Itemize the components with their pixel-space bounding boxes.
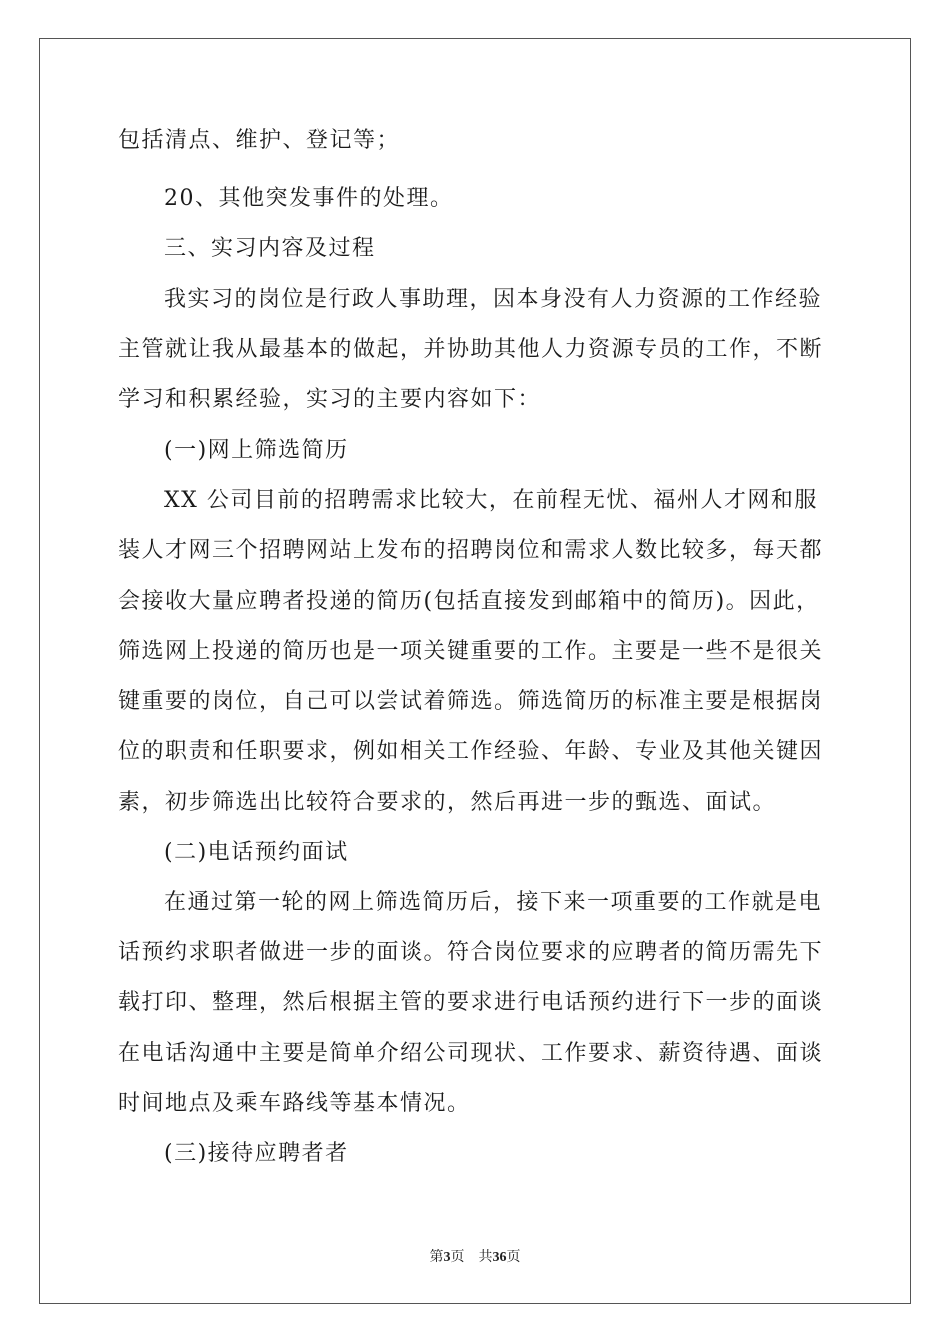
subsection-heading: (三)接待应聘者者 — [164, 1141, 349, 1166]
paragraph-line: 键重要的岗位，自己可以尝试着筛选。筛选简历的标准主要是根据岗 — [118, 689, 824, 714]
footer-prefix: 第 — [429, 1250, 444, 1265]
paragraph-line: 包括清点、维护、登记等； — [118, 128, 401, 153]
paragraph-line: 我实习的岗位是行政人事助理，因本身没有人力资源的工作经验 — [164, 287, 823, 312]
paragraph-line: 装人才网三个招聘网站上发布的招聘岗位和需求人数比较多，每天都 — [118, 538, 824, 563]
section-heading: 三、实习内容及过程 — [164, 236, 376, 261]
paragraph-line: 筛选网上投递的简历也是一项关键重要的工作。主要是一些不是很关 — [118, 639, 824, 664]
paragraph-line: 话预约求职者做进一步的面谈。符合岗位要求的应聘者的简历需先下 — [118, 940, 824, 965]
page-footer — [0, 1246, 950, 1266]
paragraph-line: 会接收大量应聘者投递的简历(包括直接发到邮箱中的简历)。因此， — [118, 589, 820, 614]
subsection-heading: (二)电话预约面试 — [164, 840, 349, 865]
current-page-number: 3 — [443, 1250, 451, 1265]
paragraph-line: 20、其他突发事件的处理。 — [164, 186, 454, 211]
total-page-count: 36 — [492, 1250, 507, 1265]
paragraph-line: 位的职责和任职要求，例如相关工作经验、年龄、专业及其他关键因 — [118, 739, 824, 764]
paragraph-line: 在电话沟通中主要是简单介绍公司现状、工作要求、薪资待遇、面谈 — [118, 1041, 824, 1066]
paragraph-line: 在通过第一轮的网上筛选简历后，接下来一项重要的工作就是电 — [164, 890, 823, 915]
paragraph-line: 载打印、整理，然后根据主管的要求进行电话预约进行下一步的面谈 — [118, 990, 824, 1015]
paragraph-line: 素，初步筛选出比较符合要求的，然后再进一步的甄选、面试。 — [118, 790, 777, 815]
paragraph-line: 学习和积累经验，实习的主要内容如下： — [118, 387, 542, 412]
footer-mid: 页 共 — [450, 1250, 493, 1265]
paragraph-line: 时间地点及乘车路线等基本情况。 — [118, 1091, 471, 1116]
footer-suffix: 页 — [506, 1250, 521, 1265]
subsection-heading: (一)网上筛选简历 — [164, 438, 349, 463]
paragraph-line: 主管就让我从最基本的做起，并协助其他人力资源专员的工作，不断 — [118, 337, 824, 362]
paragraph-line: XX 公司目前的招聘需求比较大，在前程无忧、福州人才网和服 — [164, 488, 818, 513]
